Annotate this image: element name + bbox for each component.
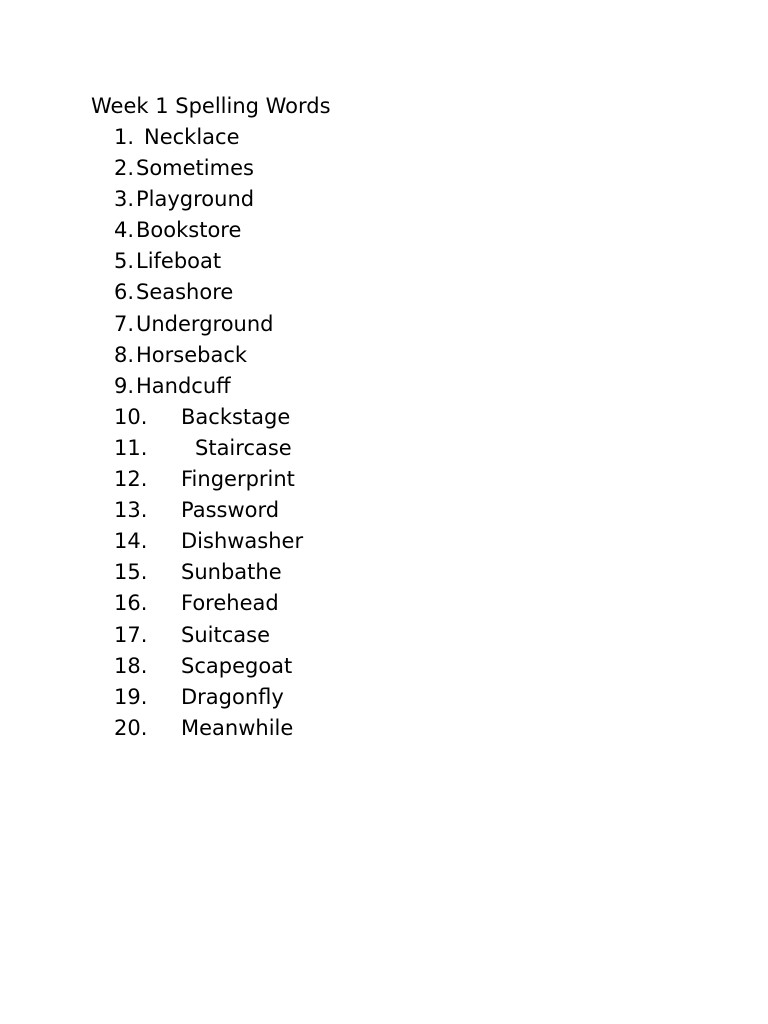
list-item (0, 277, 768, 308)
page-title: Week 1 Spelling Words (91, 94, 331, 118)
list-item (0, 713, 768, 744)
item-number: 16. (114, 591, 148, 616)
item-word: Meanwhile (181, 715, 294, 740)
item-word: Handcuff (136, 373, 231, 398)
item-number: 5. (114, 249, 135, 274)
item-number: 7. (114, 311, 135, 336)
list-item (0, 309, 768, 340)
list-item (0, 495, 768, 526)
item-word: Seashore (136, 280, 234, 305)
list-item (0, 620, 768, 651)
item-word: Playground (136, 187, 255, 212)
spelling-word-list (0, 122, 768, 744)
list-item (0, 464, 768, 495)
list-item (0, 246, 768, 277)
item-number: 19. (114, 684, 148, 709)
item-word: Sunbathe (181, 560, 282, 585)
item-word: Underground (136, 311, 274, 336)
list-item (0, 588, 768, 619)
item-number: 10. (114, 404, 148, 429)
item-word: Bookstore (136, 218, 242, 243)
list-item (0, 402, 768, 433)
item-word: Password (181, 498, 280, 523)
item-number: 17. (114, 622, 148, 647)
item-word: Sometimes (136, 156, 254, 181)
list-item (0, 557, 768, 588)
item-number: 9. (114, 373, 135, 398)
list-item (0, 433, 768, 464)
item-word: Backstage (181, 404, 291, 429)
item-number: 2. (114, 156, 135, 181)
list-item (0, 153, 768, 184)
list-item (0, 215, 768, 246)
item-number: 13. (114, 498, 148, 523)
item-number: 12. (114, 467, 148, 492)
item-number: 8. (114, 342, 135, 367)
item-word: Suitcase (181, 622, 270, 647)
item-word: Forehead (181, 591, 279, 616)
item-number: 6. (114, 280, 135, 305)
list-item (0, 682, 768, 713)
item-word: Necklace (144, 125, 240, 149)
list-item (0, 651, 768, 682)
item-number: 18. (114, 653, 148, 678)
item-word: Dragonfly (181, 684, 284, 709)
list-item (0, 526, 768, 557)
item-number: 1. (114, 125, 135, 149)
item-number: 14. (114, 529, 148, 554)
item-word: Scapegoat (181, 653, 293, 678)
item-number: 15. (114, 560, 148, 585)
item-number: 4. (114, 218, 135, 243)
item-word: Fingerprint (181, 467, 295, 492)
item-number: 11. (114, 435, 148, 460)
item-number: 20. (114, 715, 148, 740)
list-item (0, 371, 768, 402)
item-word: Staircase (195, 435, 292, 460)
list-item (0, 122, 768, 153)
item-word: Dishwasher (181, 529, 304, 554)
item-number: 3. (114, 187, 135, 212)
item-word: Lifeboat (136, 249, 222, 274)
list-item (0, 184, 768, 215)
list-item (0, 340, 768, 371)
item-word: Horseback (136, 342, 248, 367)
